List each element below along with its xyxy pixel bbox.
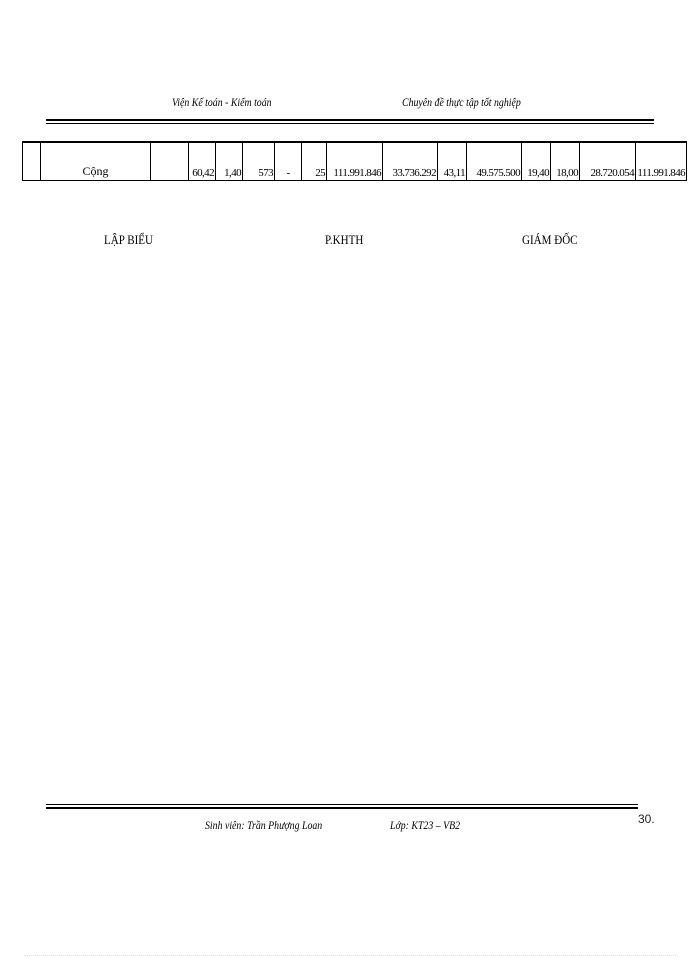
header-rule-thin xyxy=(46,123,654,124)
table-cell: 18,00 xyxy=(551,142,580,181)
table-cell: 33.736.292 xyxy=(383,142,438,181)
table-cell: 25 xyxy=(302,142,327,181)
table-cell-empty xyxy=(23,142,41,181)
header-rule-thick xyxy=(46,119,654,121)
page-number: 30. xyxy=(638,812,655,826)
header-institute: Viện Kế toán - Kiểm toán xyxy=(172,95,272,109)
signature-preparer: LẬP BIỂU xyxy=(104,232,154,247)
footer-student: Sinh viên: Trần Phượng Loan xyxy=(205,818,323,832)
signature-department: P.KHTH xyxy=(325,232,364,247)
table-cell: 19,40 xyxy=(522,142,551,181)
table-cell: 573 xyxy=(243,142,275,181)
table-cell: 43,11 xyxy=(438,142,467,181)
table-cell: 28.720.054 xyxy=(580,142,636,181)
header-report-title: Chuyên đề thực tập tốt nghiệp xyxy=(402,95,521,109)
table-row-total xyxy=(23,142,687,181)
table-cell: 111.991.846 xyxy=(636,142,687,181)
table-cell: - xyxy=(275,142,302,181)
table-cell: 49.575.500 xyxy=(467,142,522,181)
table-cell-empty xyxy=(151,142,189,181)
table-cell-label: Cộng xyxy=(41,142,151,181)
footer-class: Lớp: KT23 – VB2 xyxy=(390,818,461,832)
table-cell: 111.991.846 xyxy=(327,142,383,181)
table-cell: 1,40 xyxy=(216,142,243,181)
footer-rule-thick xyxy=(46,807,638,809)
summary-table xyxy=(22,141,687,181)
page-edge-dotted-line xyxy=(24,955,676,956)
signature-director: GIÁM ĐỐC xyxy=(522,232,578,247)
table-cell: 60,42 xyxy=(189,142,216,181)
footer-rule-thin xyxy=(46,804,638,805)
